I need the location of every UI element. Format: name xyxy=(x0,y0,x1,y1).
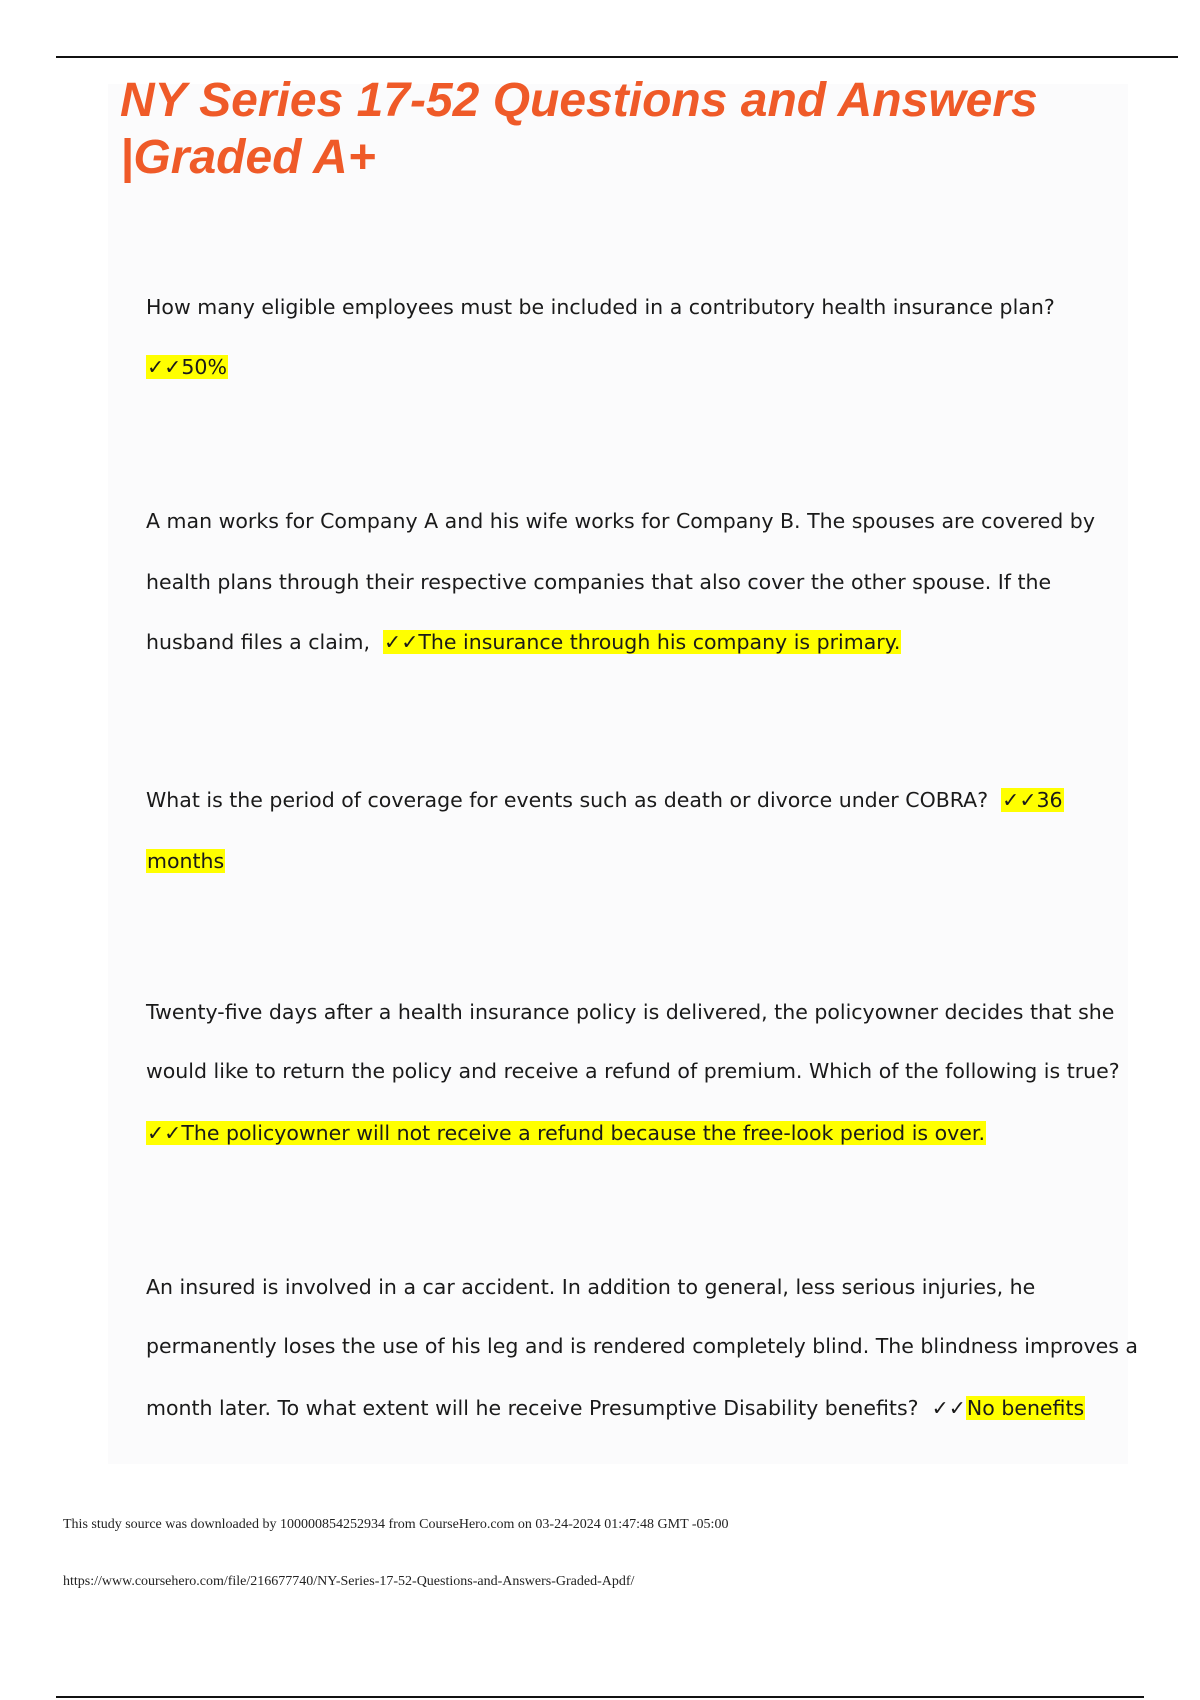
source-url[interactable]: https://www.coursehero.com/file/216677740/NY-Series-17-52-Questions-and-Answers-Graded-Apdf/ xyxy=(63,1574,635,1589)
answer-1 xyxy=(146,353,1096,381)
question-1 xyxy=(146,293,1096,321)
title-line-1: NY Series 17-52 Questions and Answers xyxy=(120,74,1038,127)
answer-1-text: ✓✓50% xyxy=(147,355,227,379)
title-line-2: |Graded A+ xyxy=(120,131,376,184)
bottom-divider xyxy=(56,1696,1144,1698)
question-5-line-2 xyxy=(146,1332,1138,1360)
question-4-line-1 xyxy=(146,998,1115,1026)
question-2-line-2 xyxy=(146,568,1096,596)
document-title xyxy=(120,72,1120,186)
question-4-text-2: would like to return the policy and receive a refund of premium. Which of the following is true? xyxy=(146,1059,1120,1083)
question-2-text-2: health plans through their respective companies that also cover the other spouse. If the xyxy=(146,570,1052,594)
answer-5-text: No benefits xyxy=(966,1396,1085,1420)
question-5-line-3 xyxy=(146,1394,1096,1422)
question-1-line-1: How many eligible employees must be included in a contributory health insurance plan? xyxy=(146,295,1055,319)
question-3-text-1: What is the period of coverage for events such as death or divorce under COBRA? xyxy=(146,788,989,812)
answer-3-text-1: ✓✓36 xyxy=(1002,788,1063,812)
content-area xyxy=(108,84,1128,1464)
download-note: This study source was downloaded by 100000854252934 from CourseHero.com on 03-24-2024 01:47:48 GMT -05:00 xyxy=(63,1517,729,1532)
question-5-text-3: month later. To what extent will he receive Presumptive Disability benefits? xyxy=(146,1396,919,1420)
top-divider xyxy=(56,56,1178,58)
question-5-text-2: permanently loses the use of his leg and is rendered completely blind. The blindness improves a xyxy=(146,1334,1138,1358)
question-5-line-1 xyxy=(146,1273,1096,1301)
answer-2-text: ✓✓The insurance through his company is primary. xyxy=(384,630,901,654)
question-2-line-3 xyxy=(146,628,1096,656)
question-2-text-1: A man works for Company A and his wife works for Company B. The spouses are covered by xyxy=(146,509,1095,533)
question-4-line-2 xyxy=(146,1057,1120,1085)
question-2-line-1 xyxy=(146,507,1096,535)
question-4-text-1: Twenty-five days after a health insurance policy is delivered, the policyowner decides that she xyxy=(146,1000,1115,1024)
answer-4 xyxy=(146,1119,1096,1147)
answer-3-line-2 xyxy=(146,847,1096,875)
question-2-text-3: husband files a claim, xyxy=(146,630,370,654)
question-5-text-1: An insured is involved in a car accident. In addition to general, less serious injuries, he xyxy=(146,1275,1036,1299)
question-3-line-1 xyxy=(146,786,1096,814)
answer-5-check: ✓✓ xyxy=(931,1396,966,1420)
answer-3-text-2: months xyxy=(147,849,225,873)
answer-4-text: ✓✓The policyowner will not receive a refund because the free-look period is over. xyxy=(147,1121,985,1145)
